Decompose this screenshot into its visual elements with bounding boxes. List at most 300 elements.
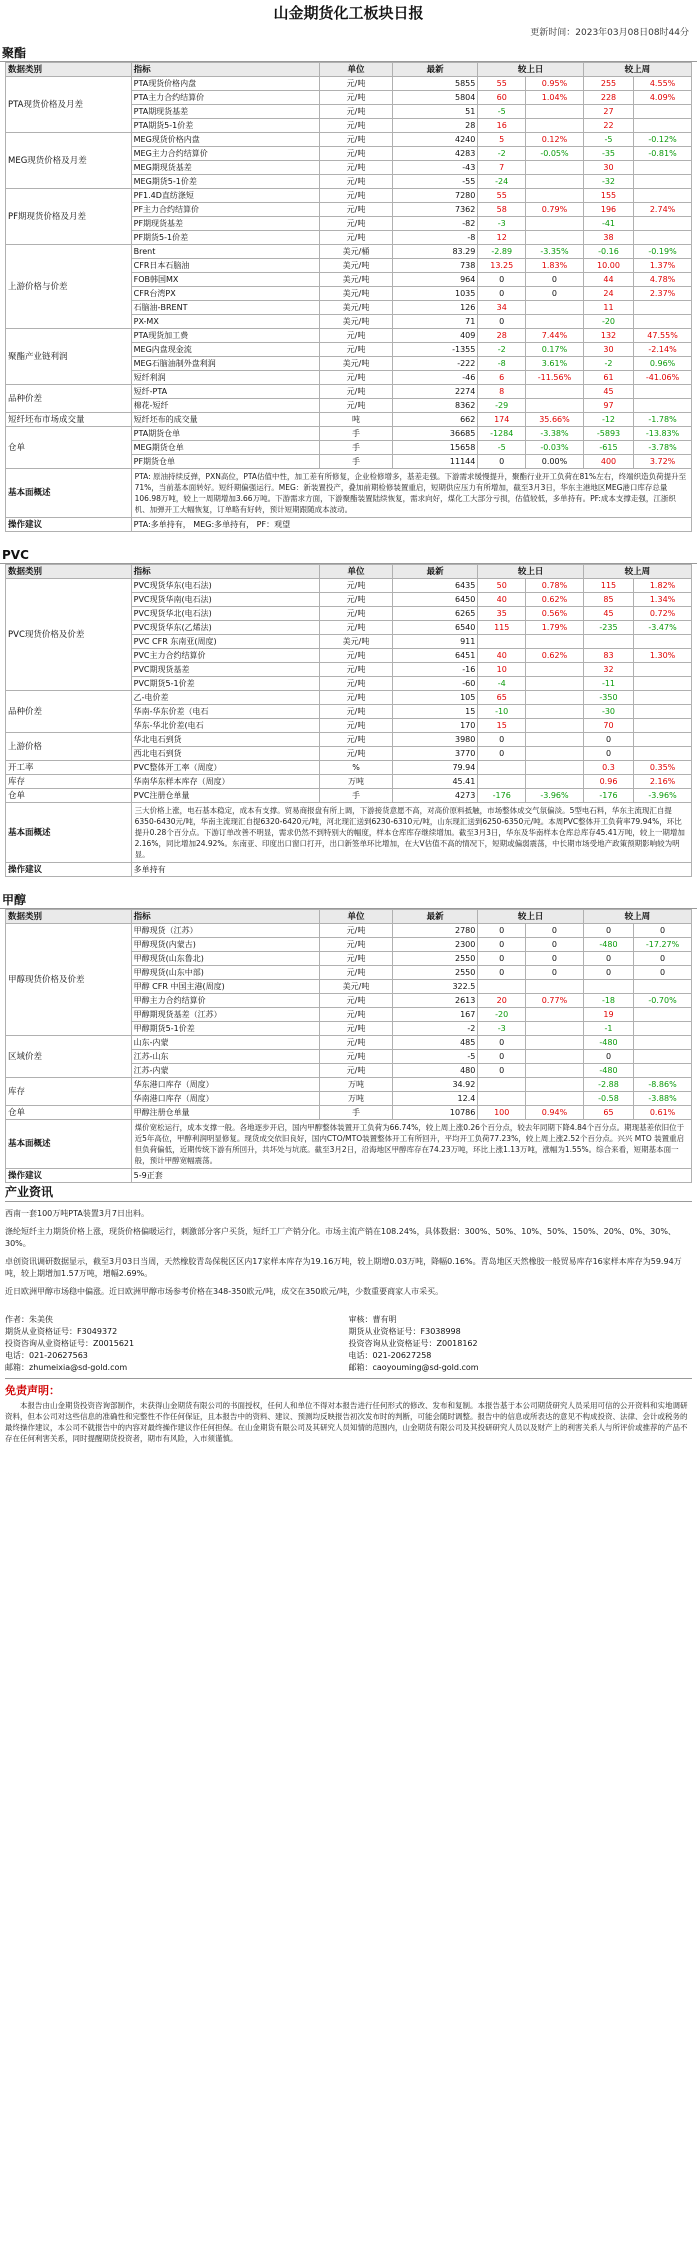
indicator-name: 短纤-PTA xyxy=(131,385,319,399)
day-change-pct xyxy=(526,635,584,649)
indicator-name: 山东-内蒙 xyxy=(131,1036,319,1050)
unit-cell: 手 xyxy=(320,441,393,455)
summary-row xyxy=(6,1120,692,1169)
table-row xyxy=(6,189,692,203)
day-change-pct xyxy=(526,1008,584,1022)
week-change: 83 xyxy=(583,649,633,663)
day-change: -8 xyxy=(478,357,526,371)
advice-text: 多单持有 xyxy=(131,863,691,877)
latest-value: 36685 xyxy=(392,427,477,441)
day-change-pct: -3.35% xyxy=(526,245,584,259)
header-cell: 数据类别 xyxy=(6,910,132,924)
unit-cell: 元/吨 xyxy=(320,105,393,119)
day-change-pct xyxy=(526,119,584,133)
day-change: 0 xyxy=(478,966,526,980)
unit-cell: 万吨 xyxy=(320,775,393,789)
indicator-name: MEG内盘现金流 xyxy=(131,343,319,357)
advice-label: 操作建议 xyxy=(6,518,132,532)
latest-value: 2780 xyxy=(392,924,477,938)
indicator-name: 甲醇注册仓单量 xyxy=(131,1106,319,1120)
unit-cell: 美元/吨 xyxy=(320,301,393,315)
section-0 xyxy=(0,46,697,532)
indicator-name: PTA期货5-1价差 xyxy=(131,119,319,133)
week-change-pct xyxy=(634,1064,692,1078)
summary-text: 煤价宽松运行，成本支撑一般。各地逐步开启，国内甲醇整体装置开工负荷为66.74%，较上周上涨0.26个百分点，较去年同期下降4.84个百分点。期现基差依旧位于近5年高位，甲醇利润明显修复。现货成交依旧良好，国内CTO/MTO装置整体开工有所回升，平均开工负荷77.23%，较上周上涨2.52个百分点。兴兴 MTO 装置重启但负荷偏低，近期传统下游有所回升，共坏处与坑底。截至3月2日，沿海地区甲醇库存在74.23万吨，环比上涨1.13万吨，涨幅为1.55%。综合来看，短期基本面一般，预计甲醇宽幅震荡。 xyxy=(131,1120,691,1169)
week-change-pct: 0 xyxy=(634,966,692,980)
indicator-name: PVC主力合约结算价 xyxy=(131,649,319,663)
category-label: 仓单 xyxy=(6,1106,132,1120)
summary-label: 基本面概述 xyxy=(6,469,132,518)
header-cell: 较上周 xyxy=(583,63,691,77)
day-change-pct xyxy=(526,719,584,733)
latest-value: -222 xyxy=(392,357,477,371)
table-row xyxy=(6,789,692,803)
category-label: 区域价差 xyxy=(6,1036,132,1078)
unit-cell: 元/吨 xyxy=(320,924,393,938)
day-change xyxy=(478,761,526,775)
indicator-name: PTA现货价格内盘 xyxy=(131,77,319,91)
author-email: 邮箱：zhumeixia@sd-gold.com xyxy=(5,1363,128,1372)
week-change: 30 xyxy=(583,161,633,175)
advice-row xyxy=(6,863,692,877)
day-change: -3 xyxy=(478,1022,526,1036)
disclaimer-heading: 免责声明： xyxy=(5,1378,692,1398)
unit-cell: 元/吨 xyxy=(320,329,393,343)
category-label: 品种价差 xyxy=(6,691,132,733)
week-change-pct xyxy=(634,1050,692,1064)
latest-value: 2550 xyxy=(392,952,477,966)
advice-label: 操作建议 xyxy=(6,863,132,877)
indicator-name: PTA期现货基差 xyxy=(131,105,319,119)
category-label: 短纤坯布市场成交量 xyxy=(6,413,132,427)
day-change: 100 xyxy=(478,1106,526,1120)
day-change-pct xyxy=(526,1092,584,1106)
week-change-pct: 2.37% xyxy=(634,287,692,301)
day-change: -24 xyxy=(478,175,526,189)
week-change-pct xyxy=(634,175,692,189)
week-change-pct: 4.09% xyxy=(634,91,692,105)
day-change: 50 xyxy=(478,579,526,593)
week-change-pct: -0.12% xyxy=(634,133,692,147)
indicator-name: 江苏-山东 xyxy=(131,1050,319,1064)
advice-row xyxy=(6,518,692,532)
day-change-pct: 3.61% xyxy=(526,357,584,371)
week-change-pct: 0 xyxy=(634,924,692,938)
week-change: 155 xyxy=(583,189,633,203)
unit-cell: 元/吨 xyxy=(320,161,393,175)
unit-cell: 元/吨 xyxy=(320,733,393,747)
week-change-pct xyxy=(634,635,692,649)
latest-value: 3770 xyxy=(392,747,477,761)
latest-value: -60 xyxy=(392,677,477,691)
table-row xyxy=(6,77,692,91)
unit-cell: 元/吨 xyxy=(320,579,393,593)
unit-cell: 元/吨 xyxy=(320,203,393,217)
unit-cell: 元/吨 xyxy=(320,938,393,952)
week-change: 196 xyxy=(583,203,633,217)
week-change-pct: 4.55% xyxy=(634,77,692,91)
week-change: -0.58 xyxy=(583,1092,633,1106)
day-change-pct xyxy=(526,217,584,231)
unit-cell: 美元/吨 xyxy=(320,980,393,994)
section-title: PVC xyxy=(0,548,697,564)
latest-value: 15658 xyxy=(392,441,477,455)
day-change: -20 xyxy=(478,1008,526,1022)
indicator-name: 甲醇期现货基差（江苏） xyxy=(131,1008,319,1022)
day-change: 0 xyxy=(478,938,526,952)
indicator-name: 棉花-短纤 xyxy=(131,399,319,413)
week-change: -11 xyxy=(583,677,633,691)
indicator-name: 甲醇现货(内蒙古) xyxy=(131,938,319,952)
indicator-name: PVC现货华南(电石法) xyxy=(131,593,319,607)
industry-para: 近日欧洲甲醇市场稳中偏涨。近日欧洲甲醇市场参考价格在348-350欧元/吨，成交在350欧元/吨，少数重要商家人市采买。 xyxy=(5,1287,444,1296)
latest-value: 167 xyxy=(392,1008,477,1022)
week-change: 22 xyxy=(583,119,633,133)
day-change: 15 xyxy=(478,719,526,733)
reviewer-futures-license: 期货从业资格证号：F3038998 xyxy=(348,1327,461,1336)
latest-value: -1355 xyxy=(392,343,477,357)
week-change: -12 xyxy=(583,413,633,427)
indicator-name: MEG主力合约结算价 xyxy=(131,147,319,161)
latest-value: 2550 xyxy=(392,966,477,980)
day-change: 0 xyxy=(478,273,526,287)
indicator-name: CFR日本石脑油 xyxy=(131,259,319,273)
week-change-pct xyxy=(634,385,692,399)
day-change-pct xyxy=(526,1064,584,1078)
category-label: PF期现货价格及月差 xyxy=(6,189,132,245)
week-change: 0 xyxy=(583,733,633,747)
day-change: 0 xyxy=(478,747,526,761)
day-change-pct: 0 xyxy=(526,952,584,966)
week-change: 70 xyxy=(583,719,633,733)
week-change-pct: 0 xyxy=(634,952,692,966)
day-change-pct: 0 xyxy=(526,966,584,980)
week-change: -32 xyxy=(583,175,633,189)
week-change-pct xyxy=(634,1022,692,1036)
day-change: 40 xyxy=(478,593,526,607)
latest-value: 322.5 xyxy=(392,980,477,994)
unit-cell: 美元/吨 xyxy=(320,273,393,287)
day-change-pct: -0.05% xyxy=(526,147,584,161)
latest-value: 2274 xyxy=(392,385,477,399)
day-change: 20 xyxy=(478,994,526,1008)
week-change: -5893 xyxy=(583,427,633,441)
unit-cell: 手 xyxy=(320,455,393,469)
week-change-pct: -3.78% xyxy=(634,441,692,455)
indicator-name: PVC现货华东(乙烯法) xyxy=(131,621,319,635)
day-change: 35 xyxy=(478,607,526,621)
unit-cell: 吨 xyxy=(320,413,393,427)
summary-row xyxy=(6,803,692,863)
latest-value: 34.92 xyxy=(392,1078,477,1092)
week-change xyxy=(583,980,633,994)
week-change: 115 xyxy=(583,579,633,593)
unit-cell: 元/吨 xyxy=(320,189,393,203)
latest-value: -46 xyxy=(392,371,477,385)
week-change-pct: 0.96% xyxy=(634,357,692,371)
week-change: 0 xyxy=(583,924,633,938)
day-change: 55 xyxy=(478,77,526,91)
table-row xyxy=(6,329,692,343)
latest-value: 2613 xyxy=(392,994,477,1008)
latest-value: 105 xyxy=(392,691,477,705)
day-change-pct xyxy=(526,1036,584,1050)
latest-value: 79.94 xyxy=(392,761,477,775)
day-change: 0 xyxy=(478,1036,526,1050)
latest-value: -16 xyxy=(392,663,477,677)
table-header-row xyxy=(6,910,692,924)
week-change-pct xyxy=(634,747,692,761)
latest-value: 170 xyxy=(392,719,477,733)
indicator-name: PF期货仓单 xyxy=(131,455,319,469)
day-change: 58 xyxy=(478,203,526,217)
week-change: -1 xyxy=(583,1022,633,1036)
week-change-pct xyxy=(634,733,692,747)
day-change-pct xyxy=(526,1050,584,1064)
advice-row xyxy=(6,1169,692,1183)
header-cell: 较上周 xyxy=(583,565,691,579)
day-change-pct: 0.77% xyxy=(526,994,584,1008)
week-change-pct xyxy=(634,161,692,175)
category-label: 聚酯产业链利润 xyxy=(6,329,132,385)
day-change: -3 xyxy=(478,217,526,231)
indicator-name: PVC期货5-1价差 xyxy=(131,677,319,691)
summary-row xyxy=(6,469,692,518)
day-change: 55 xyxy=(478,189,526,203)
header-cell: 指标 xyxy=(131,910,319,924)
day-change: 0 xyxy=(478,924,526,938)
day-change-pct: 0.62% xyxy=(526,649,584,663)
indicator-name: 华东-华北价差(电石 xyxy=(131,719,319,733)
week-change: 32 xyxy=(583,663,633,677)
latest-value: 71 xyxy=(392,315,477,329)
week-change: 24 xyxy=(583,287,633,301)
indicator-name: 甲醇现货(山东鲁北) xyxy=(131,952,319,966)
unit-cell: 元/吨 xyxy=(320,1064,393,1078)
unit-cell: 美元/吨 xyxy=(320,635,393,649)
industry-para: 涤纶短纤主力期货价格上涨，现货价格偏暖运行，刺激部分客户买货，短纤工厂产销分化。市场主流产销在108.24%，具体数据：300%、50%、10%、50%、150%、20%、0%、30%、30%。 xyxy=(5,1227,676,1248)
day-change: 8 xyxy=(478,385,526,399)
header-cell: 单位 xyxy=(320,565,393,579)
section-1 xyxy=(0,548,697,877)
week-change-pct xyxy=(634,315,692,329)
header-cell: 较上日 xyxy=(478,63,584,77)
indicator-name: 石脑油-BRENT xyxy=(131,301,319,315)
unit-cell: 元/吨 xyxy=(320,1022,393,1036)
unit-cell: 美元/桶 xyxy=(320,245,393,259)
table-row xyxy=(6,924,692,938)
week-change: 65 xyxy=(583,1106,633,1120)
day-change: -5 xyxy=(478,441,526,455)
header-cell: 最新 xyxy=(392,910,477,924)
day-change-pct: 7.44% xyxy=(526,329,584,343)
latest-value: 3980 xyxy=(392,733,477,747)
week-change-pct: -17.27% xyxy=(634,938,692,952)
day-change: -1284 xyxy=(478,427,526,441)
day-change-pct: -3.38% xyxy=(526,427,584,441)
week-change-pct: -41.06% xyxy=(634,371,692,385)
summary-text: PTA: 原油持续反弹，PXN高位，PTA估值中性，加工差有所修复，企业检修增多，基差走强。下游需求缓慢提升，聚酯行业开工负荷在81%左右，终端织造负荷提升至71%，当前基本面转好。短纤期偏强运行。MEG：新装置投产，叠加前期检修装置重启，短期供应压力有所增加，截至3月3日，华东主港地区MEG港口库存总量106.98万吨，较上一周期增加3.66万吨。下游需求方面，下游聚酯装置陆续恢复，需求向好，煤化工大部分亏损，估值较低，多单持有。PF:成本支撑走强，江浙织机、加弹开工大幅恢复，订单略有好转，预计短期跟随成本波动。 xyxy=(131,469,691,518)
day-change-pct: 0.94% xyxy=(526,1106,584,1120)
category-label: 仓单 xyxy=(6,427,132,469)
week-change-pct: 1.34% xyxy=(634,593,692,607)
day-change-pct: 0 xyxy=(526,273,584,287)
indicator-name: MEG期货仓单 xyxy=(131,441,319,455)
latest-value: 5804 xyxy=(392,91,477,105)
report-title: 山金期货化工板块日报 xyxy=(273,4,424,22)
industry-heading: 产业资讯 xyxy=(5,1183,692,1202)
day-change xyxy=(478,635,526,649)
day-change-pct xyxy=(526,775,584,789)
week-change: -18 xyxy=(583,994,633,1008)
indicator-name: 短纤坯布的成交量 xyxy=(131,413,319,427)
week-change: -235 xyxy=(583,621,633,635)
indicator-name: PVC CFR 东南亚(周度) xyxy=(131,635,319,649)
week-change: -350 xyxy=(583,691,633,705)
week-change: -480 xyxy=(583,1064,633,1078)
category-label: 上游价格 xyxy=(6,733,132,761)
unit-cell: 元/吨 xyxy=(320,677,393,691)
indicator-name: 华南-华东价差（电石 xyxy=(131,705,319,719)
week-change-pct xyxy=(634,677,692,691)
unit-cell: 元/吨 xyxy=(320,1050,393,1064)
indicator-name: PTA现货加工费 xyxy=(131,329,319,343)
week-change: 27 xyxy=(583,105,633,119)
unit-cell: 元/吨 xyxy=(320,663,393,677)
unit-cell: 万吨 xyxy=(320,1092,393,1106)
week-change: -480 xyxy=(583,938,633,952)
week-change-pct xyxy=(634,980,692,994)
section-title: 甲醇 xyxy=(0,893,697,909)
week-change: 0 xyxy=(583,1050,633,1064)
day-change-pct xyxy=(526,161,584,175)
indicator-name: PVC期现货基差 xyxy=(131,663,319,677)
week-change-pct xyxy=(634,719,692,733)
week-change-pct: -13.83% xyxy=(634,427,692,441)
day-change-pct: -11.56% xyxy=(526,371,584,385)
unit-cell: 元/吨 xyxy=(320,371,393,385)
week-change: 0 xyxy=(583,966,633,980)
indicator-name: PF主力合约结算价 xyxy=(131,203,319,217)
industry-para: 卓创资讯调研数据显示，截至3月03日当周，天然橡胶青岛保税区区内17家样本库存为19.16万吨，较上期增0.03万吨，降幅0.16%。青岛地区天然橡胶一般贸易库存16家样本库存为59.94万吨，较上期增加1.57万吨，增幅2.69%。 xyxy=(5,1257,682,1278)
indicator-name: 华东港口库存（周度） xyxy=(131,1078,319,1092)
week-change: -30 xyxy=(583,705,633,719)
day-change-pct xyxy=(526,385,584,399)
header-cell: 单位 xyxy=(320,910,393,924)
day-change-pct: 0.78% xyxy=(526,579,584,593)
unit-cell: 元/吨 xyxy=(320,719,393,733)
latest-value: 964 xyxy=(392,273,477,287)
reviewer-phone: 电话：021-20627258 xyxy=(348,1351,432,1360)
data-table xyxy=(5,564,692,877)
reviewer-contact xyxy=(349,1314,693,1374)
week-change: -5 xyxy=(583,133,633,147)
latest-value: 51 xyxy=(392,105,477,119)
day-change-pct xyxy=(526,747,584,761)
day-change-pct xyxy=(526,733,584,747)
week-change: -480 xyxy=(583,1036,633,1050)
week-change xyxy=(583,635,633,649)
latest-value: 126 xyxy=(392,301,477,315)
day-change: 0 xyxy=(478,287,526,301)
week-change-pct: -0.70% xyxy=(634,994,692,1008)
day-change: 65 xyxy=(478,691,526,705)
day-change-pct: 1.79% xyxy=(526,621,584,635)
day-change: 10 xyxy=(478,663,526,677)
latest-value: 485 xyxy=(392,1036,477,1050)
section-title: 聚酯 xyxy=(0,46,697,62)
unit-cell: 元/吨 xyxy=(320,607,393,621)
unit-cell: 元/吨 xyxy=(320,621,393,635)
week-change-pct xyxy=(634,119,692,133)
latest-value: 8362 xyxy=(392,399,477,413)
week-change: 255 xyxy=(583,77,633,91)
unit-cell: 元/吨 xyxy=(320,91,393,105)
unit-cell: 手 xyxy=(320,427,393,441)
summary-text: 三大价格上涨，电石基本稳定，成本有支撑。贸易商报盘有所上调，下游接货意愿不高，对高价原料抵触，市场整体成交气氛偏淡。5型电石料，华东主流现汇自提6350-6430元/吨，华南主流现汇自提6320-6420元/吨，河北现汇送到6230-6310元/吨，山东现汇送到6250-6350元/吨。本周PVC整体开工负荷率79.94%，环比提升0.28个百分点。下游订单改善不明显，需求仍然不到特别大的幅度，样本仓库库存继续增加。截至3月3日，华东及华南样本仓库总库存45.41万吨，较上一期增加2.16%，同比增加24.92%。东南亚、印度出口窗口打开，出口新签单环比增加，在大V估值不高的情况下，短期或偏弱震荡，中长期市场受地产政策预期影响较为明显。 xyxy=(131,803,691,863)
data-table xyxy=(5,62,692,532)
day-change-pct xyxy=(526,691,584,705)
week-change-pct: 1.82% xyxy=(634,579,692,593)
day-change: -4 xyxy=(478,677,526,691)
latest-value: 5855 xyxy=(392,77,477,91)
day-change xyxy=(478,1092,526,1106)
week-change-pct: 4.78% xyxy=(634,273,692,287)
day-change-pct: 0.00% xyxy=(526,455,584,469)
category-label: 开工率 xyxy=(6,761,132,775)
unit-cell: 元/吨 xyxy=(320,966,393,980)
indicator-name: 短纤利润 xyxy=(131,371,319,385)
header-cell: 较上日 xyxy=(478,565,584,579)
day-change: 0 xyxy=(478,733,526,747)
week-change: 11 xyxy=(583,301,633,315)
day-change: 0 xyxy=(478,952,526,966)
day-change: 13.25 xyxy=(478,259,526,273)
day-change-pct xyxy=(526,399,584,413)
week-change: 85 xyxy=(583,593,633,607)
week-change-pct xyxy=(634,663,692,677)
indicator-name: MEG现货价格内盘 xyxy=(131,133,319,147)
week-change: -35 xyxy=(583,147,633,161)
day-change-pct xyxy=(526,189,584,203)
unit-cell: 万吨 xyxy=(320,1078,393,1092)
unit-cell: 元/吨 xyxy=(320,231,393,245)
day-change-pct: 0 xyxy=(526,938,584,952)
latest-value: 6451 xyxy=(392,649,477,663)
day-change: -5 xyxy=(478,105,526,119)
day-change-pct xyxy=(526,761,584,775)
week-change-pct: -1.78% xyxy=(634,413,692,427)
latest-value: 2300 xyxy=(392,938,477,952)
indicator-name: PF期现货基差 xyxy=(131,217,319,231)
author-advisory-license: 投资咨询从业资格证号：Z0015621 xyxy=(5,1339,135,1348)
latest-value: -43 xyxy=(392,161,477,175)
week-change: 10.00 xyxy=(583,259,633,273)
day-change: 0 xyxy=(478,455,526,469)
indicator-name: PF期货5-1价差 xyxy=(131,231,319,245)
table-row xyxy=(6,1036,692,1050)
day-change: -10 xyxy=(478,705,526,719)
day-change xyxy=(478,980,526,994)
table-row xyxy=(6,579,692,593)
indicator-name: PVC注册仓单量 xyxy=(131,789,319,803)
week-change-pct: -3.96% xyxy=(634,789,692,803)
latest-value: 4273 xyxy=(392,789,477,803)
week-change: 97 xyxy=(583,399,633,413)
table-row xyxy=(6,691,692,705)
week-change-pct xyxy=(634,1008,692,1022)
day-change: 16 xyxy=(478,119,526,133)
